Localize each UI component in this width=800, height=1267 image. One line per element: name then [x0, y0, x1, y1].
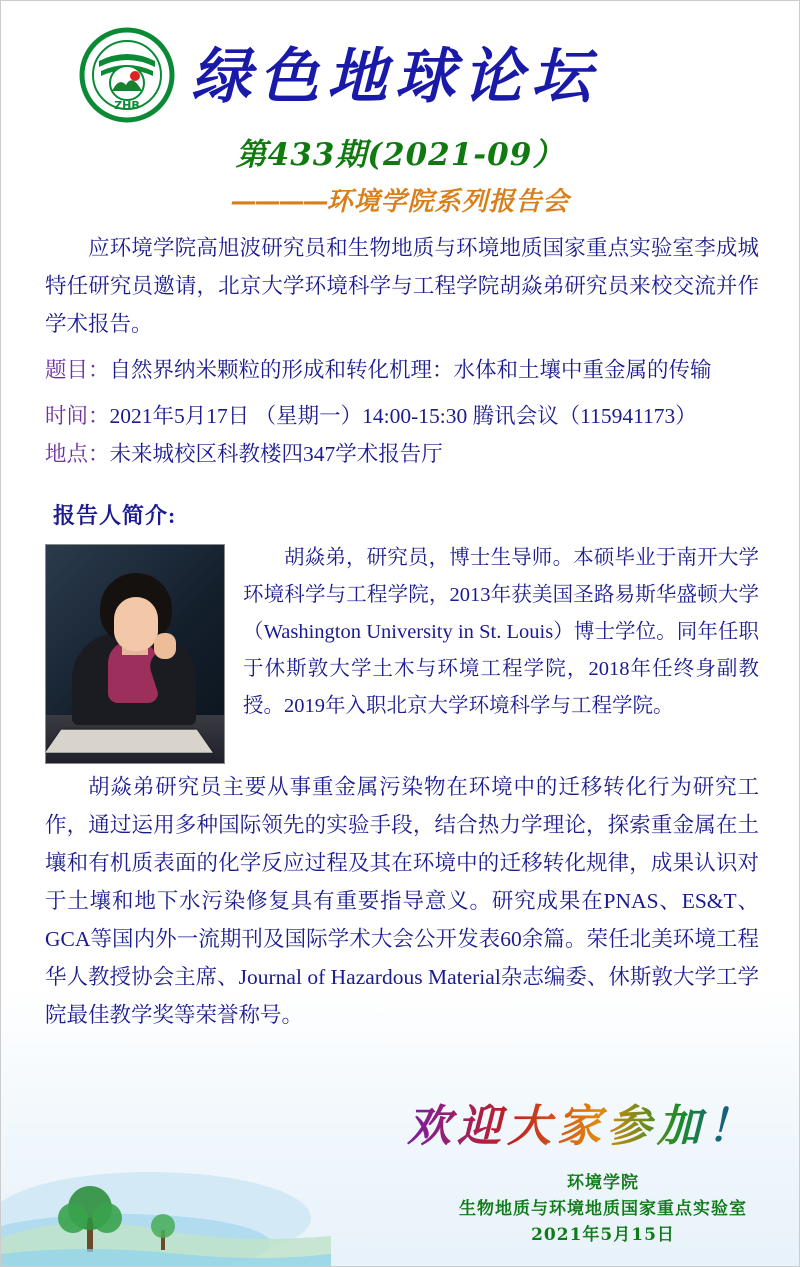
scenery-illustration: [1, 1126, 331, 1266]
signoff-block: [459, 1170, 747, 1248]
photo-face: [114, 597, 158, 651]
time-value: 2021年5月17日 （星期一）14:00-15:30 腾讯会议（115941173）: [109, 404, 697, 428]
topic-label: 题目：: [45, 358, 110, 382]
issue-number: 第433期(2021-09）: [235, 137, 565, 173]
poster-body: [45, 229, 759, 1034]
org-line-2: 生物地质与环境地质国家重点实验室: [459, 1199, 747, 1219]
place-field: [45, 435, 759, 473]
speaker-section-title: 报告人简介:: [53, 503, 177, 528]
subtitle-text: 环境学院系列报告会: [326, 187, 570, 217]
series-subtitle: [1, 181, 799, 218]
intro-paragraph: 应环境学院高旭波研究员和生物地质与环境地质国家重点实验室李成城特任研究员邀请，北京大学环境科学与工程学院胡焱弟研究员来校交流并作学术报告。: [45, 236, 759, 336]
welcome-banner: 欢迎大家参加！: [407, 1090, 757, 1154]
org-line-1: 环境学院: [567, 1173, 639, 1193]
speaker-block: [45, 540, 759, 725]
speaker-research: 胡焱弟研究员主要从事重金属污染物在环境中的迁移转化行为研究工作，通过运用多种国际领先的实验手段，结合热力学理论，探索重金属在土壤和有机质表面的化学反应过程及其在环境中的迁移转化规律，成果认识对于土壤和地下水污染修复具有重要指导意义。研究成果在PNAS、ES&T、GCA等国内外一流期刊及国际学术大会公开发表60余篇。荣任北美环境工程华人教授协会主席、Journal of Hazardous Material杂志编委、休斯敦大学工学院最佳教学奖等荣誉称号。: [45, 775, 759, 1027]
zhb-logo-icon: [79, 27, 175, 123]
page-title: 绿色地球论坛: [191, 42, 599, 112]
time-label: 时间：: [45, 404, 110, 428]
time-field: [45, 397, 759, 435]
photo-hand: [154, 633, 176, 659]
signoff-date: 2021年5月15日: [531, 1225, 675, 1245]
poster-header: [1, 1, 799, 217]
place-label: 地点：: [45, 442, 110, 466]
photo-book: [45, 730, 213, 753]
subtitle-dash: ————: [230, 187, 327, 217]
speaker-bio: 胡焱弟，研究员，博士生导师。本硕毕业于南开大学环境科学与工程学院，2013年获美国圣路易斯华盛顿大学（Washington University in St. Louis）博士学位。同年任职于休斯敦大学土木与环境工程学院，2018年任终身副教授。2019年入职北京大学环境科学与工程学院。: [243, 547, 759, 717]
logo-text: ZHB: [114, 99, 140, 112]
topic-value: 自然界纳米颗粒的形成和转化机理：水体和土壤中重金属的传输: [109, 358, 712, 382]
speaker-photo: [45, 544, 225, 764]
topic-field: [45, 351, 759, 389]
place-value: 未来城校区科教楼四347学术报告厅: [109, 442, 443, 466]
